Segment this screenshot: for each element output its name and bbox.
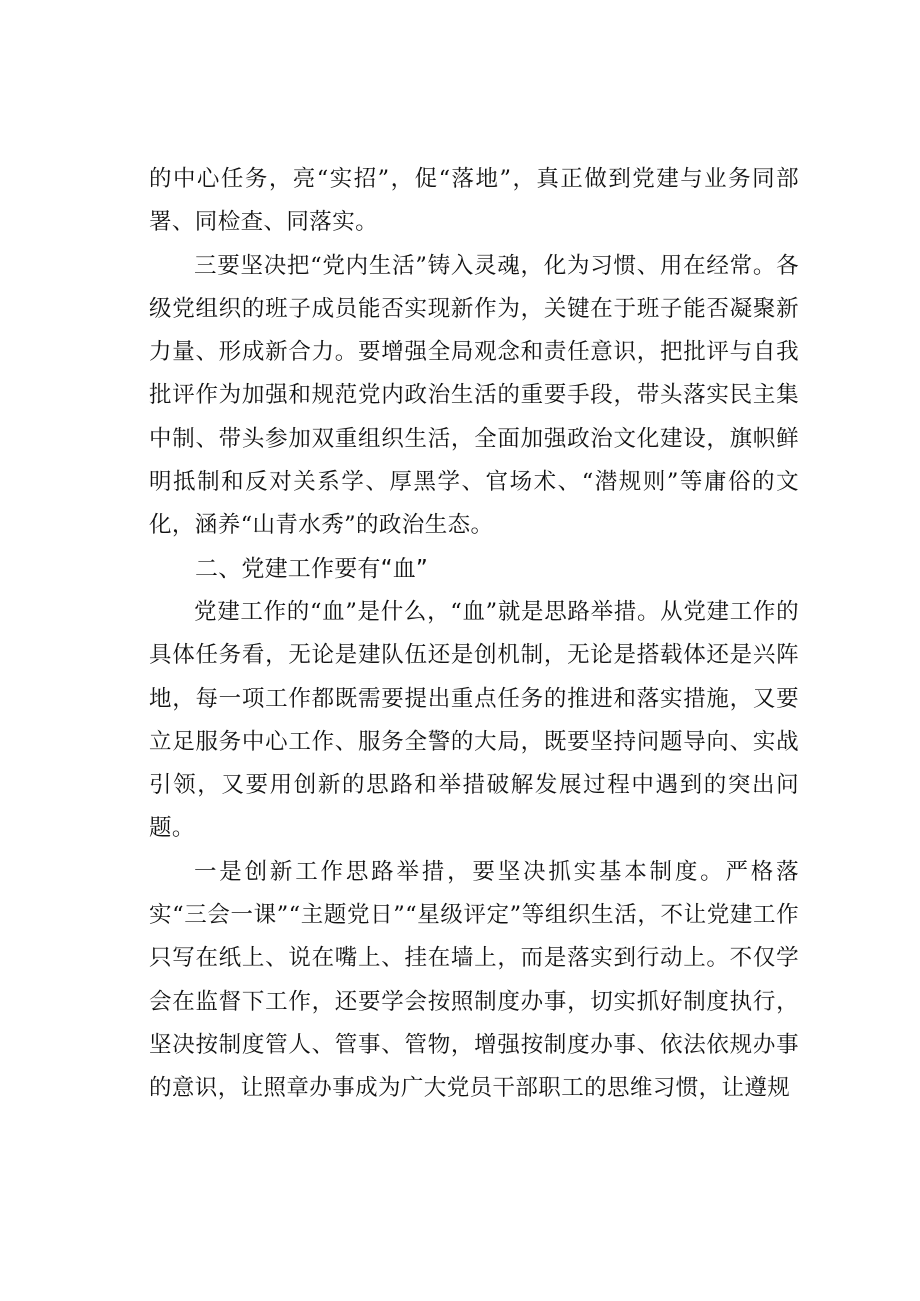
- paragraph-party-life: 三要坚决把“党内生活”铸入灵魂，化为习惯、用在经常。各级党组织的班子成员能否实现新作为，关键在于班子能否凝聚新力量、形成新合力。要增强全局观念和责任意识，把批评与自我批评作为加强和规范党内政治生活的重要手段，带头落实民主集中制、带头参加双重组织生活，全面加强政治文化建设，旗帜鲜明抵制和反对关系学、厚黑学、官场术、“潜规则”等庸俗的文化，涵养“山青水秀”的政治生态。: [149, 252, 799, 539]
- paragraph-blood-meaning: 党建工作的“血”是什么，“血”就是思路举措。从党建工作的具体任务看，无论是建队伍还是创机制，无论是搭载体还是兴阵地，每一项工作都既需要提出重点任务的推进和落实措施，又要立足服务中心工作、服务全警的大局，既要坚持问题导向、实战引领，又要用创新的思路和举措破解发展过程中遇到的突出问题。: [149, 598, 799, 842]
- paragraph-innovation: 一是创新工作思路举措，要坚决抓实基本制度。严格落实“三会一课”“主题党日”“星级评定”等组织生活，不让党建工作只写在纸上、说在嘴上、挂在墙上，而是落实到行动上。不仅学会在监督下工作，还要学会按照制度办事，切实抓好制度执行，坚决按制度管人、管事、管物，增强按制度办事、依法依规办事的意识，让照章办事成为广大党员干部职工的思维习惯，让遵规: [149, 858, 799, 1102]
- section-heading: 二、党建工作要有“血”: [195, 555, 429, 582]
- document-body: [149, 158, 799, 1111]
- paragraph-continuation: 的中心任务，亮“实招”，促“落地”，真正做到党建与业务同部署、同检查、同落实。: [149, 166, 799, 236]
